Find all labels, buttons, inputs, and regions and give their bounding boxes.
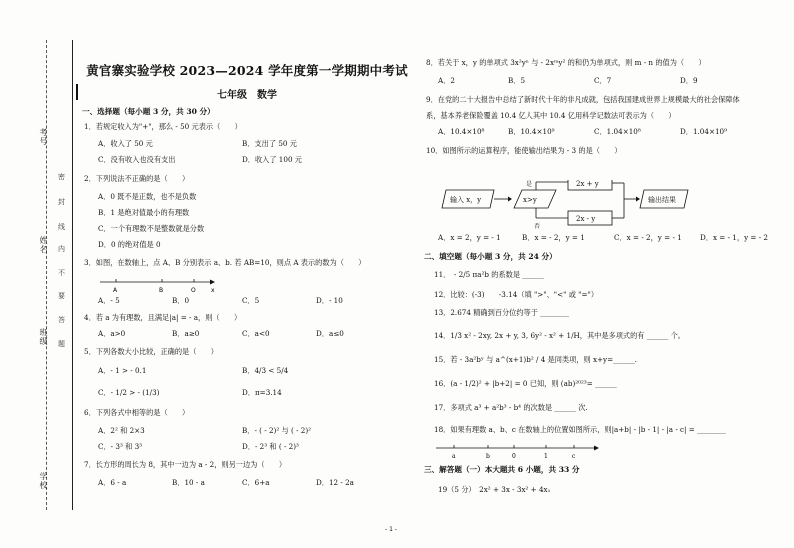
q1-option-d: D．收入了 100 元 xyxy=(242,155,302,164)
question-14: 14．1/3 x² - 2xy, 2x + y, 3, 6y² - x² + 1/H，其中是多项式的有 ______ 个。 xyxy=(434,331,685,340)
q8-option-b: B．5 xyxy=(508,76,526,85)
page-number: - 1 - xyxy=(385,526,397,533)
q10-flowchart xyxy=(438,180,738,230)
subject-label: 数学 xyxy=(257,90,277,101)
output-label: 输出结果 xyxy=(648,196,676,204)
origin-label: O xyxy=(191,287,196,294)
q5-option-a: A．- 1 > - 0.1 xyxy=(98,366,147,375)
input-label: 输入 x，y xyxy=(450,196,482,204)
question-15: 15．若 - 3a²bʸ 与 a^(x+1)b² / 4 是同类项，则 x+y=______. xyxy=(434,355,637,364)
question-11: 11． - 2/5 πa²b 的系数是 ______ xyxy=(434,270,544,279)
bottom-op-label: 2x - y xyxy=(576,215,596,223)
q2-option-d: D．0 的绝对值是 0 xyxy=(98,240,161,249)
q9-option-d: D．1.04×10⁹ xyxy=(680,127,728,136)
q6-option-c: C．- 3³ 和 3³ xyxy=(98,442,143,451)
q6-option-d: D．- 2³ 和 ( - 2)³ xyxy=(242,442,299,451)
point-a-label: a xyxy=(452,453,456,460)
seal-char: 要 xyxy=(58,292,65,300)
question-12: 12．比较：(-3) -3.14（填 ">"、"<" 或 "="） xyxy=(434,290,599,299)
name-label: 姓名 xyxy=(39,236,48,254)
question-16: 16．(a - 1/2)² + |b+2| = 0 已知，则 (ab)²⁰²³= ______ xyxy=(434,379,617,388)
question-5: 5．下列各数大小比较，正确的是（ ） xyxy=(84,347,218,356)
point-a-label: A xyxy=(113,287,118,294)
q3-option-d: D．- 10 xyxy=(316,296,343,305)
exam-title: 黄官寨实验学校 2023—2024 学年度第一学期期中考试 xyxy=(86,63,408,78)
q1-option-a: A．收入了 50 元 xyxy=(98,139,153,148)
q3-option-a: A．- 5 xyxy=(98,296,120,305)
question-10: 10．如图所示的运算程序，能使输出结果为 - 3 的是（ ） xyxy=(426,146,622,155)
top-op-label: 2x + y xyxy=(576,180,599,188)
question-9-line-1: 9．在党的二十大报告中总结了新时代十年的非凡成就，包括我国建成世界上规模最大的社会保障体 xyxy=(426,95,740,104)
q4-option-a: A．a>0 xyxy=(98,329,126,338)
q3-number-line xyxy=(98,272,218,294)
q10-option-c: C．x = - 2，y = - 1 xyxy=(614,233,682,242)
school-label: 学校 xyxy=(39,472,48,490)
origin-label: 0 xyxy=(512,453,516,460)
q1-option-b: B．支出了 50 元 xyxy=(242,139,297,148)
q4-option-c: C．a<0 xyxy=(242,329,270,338)
exam-number-label: 考号 xyxy=(39,128,48,146)
seal-char: 内 xyxy=(58,245,65,253)
question-2: 2．下列说法不正确的是（ ） xyxy=(84,174,190,183)
q2-option-a: A．0 既不是正数，也不是负数 xyxy=(98,192,197,201)
q18-number-line xyxy=(434,440,604,462)
q5-option-c: C．- 1/2 > - (1/3) xyxy=(98,388,160,397)
binding-strip xyxy=(0,0,78,548)
question-7: 7．长方形的周长为 8，其中一边为 a - 2，则另一边为（ ） xyxy=(84,460,287,469)
grade-label: 七年级 xyxy=(217,90,247,101)
q7-option-b: B．10 - a xyxy=(172,478,205,487)
seal-dashed-line xyxy=(46,40,47,510)
point-c-label: c xyxy=(572,453,576,460)
q3-option-c: C．5 xyxy=(242,296,260,305)
q7-option-a: A．6 - a xyxy=(98,478,127,487)
point-b-label: b xyxy=(486,453,490,460)
q4-option-b: B．a≥0 xyxy=(172,329,200,338)
question-6: 6．下列各式中相等的是（ ） xyxy=(84,408,190,417)
seal-char: 不 xyxy=(58,269,65,277)
seal-char: 密 xyxy=(58,173,65,181)
q9-option-c: C．1.04×10⁸ xyxy=(594,127,641,136)
seal-char: 答 xyxy=(58,316,65,324)
q8-option-c: C．7 xyxy=(594,76,612,85)
question-8: 8．若关于 x，y 的单项式 3x²yⁿ 与 - 2xᵐy² 的和仍为单项式，则 m - n 的值为（ ） xyxy=(426,58,706,67)
one-label: 1 xyxy=(544,453,548,460)
condition-label: x>y xyxy=(523,196,537,204)
q1-option-c: C．没有收入也没有支出 xyxy=(98,155,176,164)
q5-option-b: B．4/3 < 5/4 xyxy=(242,366,289,375)
q8-option-a: A．2 xyxy=(438,76,455,85)
q10-option-d: D．x = - 1，y = - 2 xyxy=(700,233,769,242)
question-9-line-2: 系，基本养老保险覆盖 10.4 亿人其中 10.4 亿用科学记数法可表示为（ ） xyxy=(426,111,676,120)
q8-option-d: D．9 xyxy=(680,76,698,85)
x-axis-label: x xyxy=(211,287,215,294)
question-3: 3．如图，在数轴上，点 A、B 分别表示 a、b. 若 AB=10，则点 A 表示的数为（ ） xyxy=(84,258,366,267)
q10-option-b: B．x = - 2，y = 1 xyxy=(522,233,585,242)
binding-border-line xyxy=(72,40,73,510)
exam-subtitle xyxy=(82,86,412,101)
q3-option-b: B．0 xyxy=(172,296,190,305)
no-label: 否 xyxy=(534,223,541,230)
seal-char: 题 xyxy=(58,340,65,348)
section-1-heading: 一、选择题（每小题 3 分，共 30 分） xyxy=(82,107,215,116)
section-2-heading: 二、填空题（每小题 3 分，共 24 分） xyxy=(424,252,557,261)
q9-option-b: B．10.4×10⁹ xyxy=(508,127,555,136)
question-17: 17．多项式 a³ + a²b³ - b⁴ 的次数是 ______ 次. xyxy=(434,403,588,412)
q7-option-c: C．6+a xyxy=(242,478,270,487)
section-3-heading: 三、解答题（一）本大题共 6 小题，共 33 分 xyxy=(424,465,580,474)
seal-char: 封 xyxy=(58,198,65,206)
seal-char: 线 xyxy=(58,223,65,231)
q4-option-d: D．a≤0 xyxy=(316,329,344,338)
question-19: 19（5 分） 2x² + 3x - 3x² + 4x₁ xyxy=(438,485,551,494)
point-b-label: B xyxy=(159,287,164,294)
q7-option-d: D．12 - 2a xyxy=(316,478,354,487)
question-1: 1．若规定收入为"+"，那么 - 50 元表示（ ） xyxy=(84,122,242,131)
question-4: 4．若 a 为有理数，且满足|a| = - a，则（ ） xyxy=(84,313,242,322)
q10-option-a: A．x = 2，y = - 1 xyxy=(438,233,501,242)
yes-label: 是 xyxy=(526,181,533,188)
class-label: 班级 xyxy=(39,328,48,346)
q2-option-c: C．一个有理数不是整数就是分数 xyxy=(98,224,205,233)
question-13: 13．2.674 精确到百分位约等于 ________ xyxy=(434,308,569,317)
question-18: 18．如果有理数 a、b、c 在数轴上的位置如图所示，则|a+b| - |b - 1| - |a - c| = ________ xyxy=(434,425,726,434)
q5-option-d: D．π=3.14 xyxy=(242,388,282,397)
q6-option-a: A．2² 和 2×3 xyxy=(98,426,145,435)
q9-option-a: A．10.4×10⁸ xyxy=(438,127,485,136)
margin-bar xyxy=(76,84,78,100)
q6-option-b: B．- ( - 2)² 与 ( - 2)² xyxy=(242,426,312,435)
q2-option-b: B．1 是绝对值最小的有理数 xyxy=(98,208,190,217)
